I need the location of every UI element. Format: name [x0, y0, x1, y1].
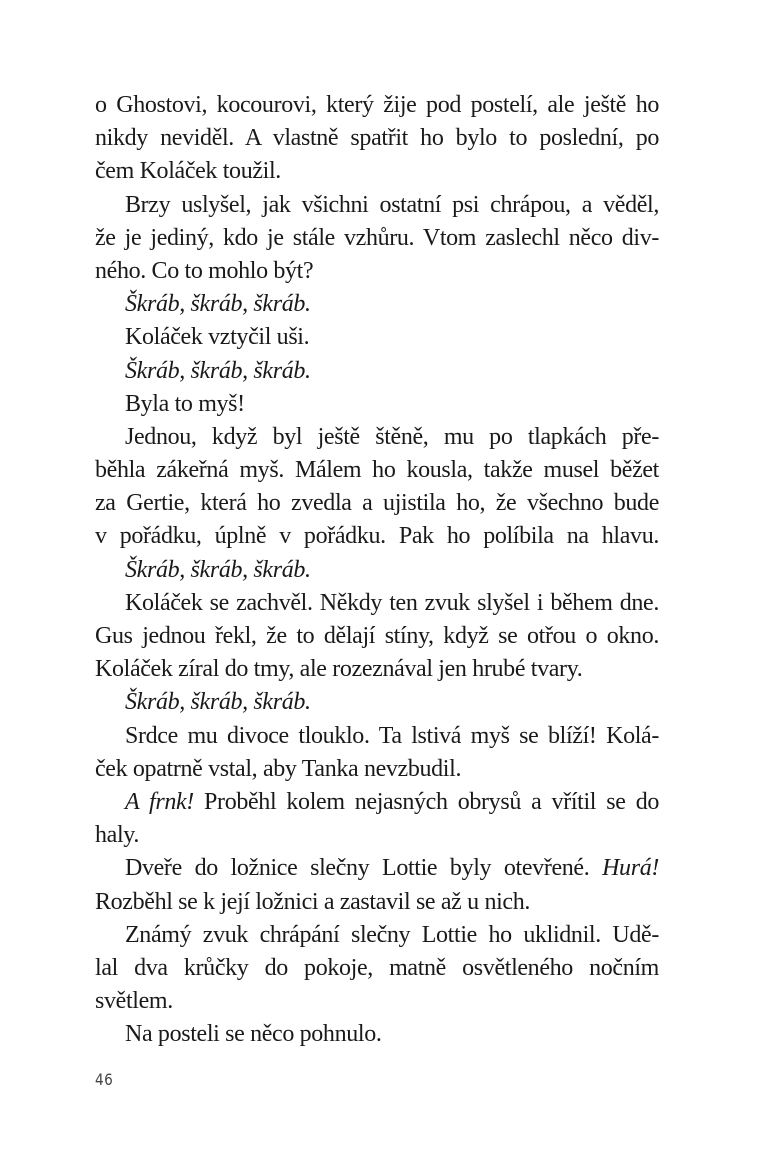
- text-span: Koláček vztyčil uši.: [125, 324, 310, 351]
- text-line: [95, 288, 659, 321]
- text-line: [95, 421, 659, 454]
- text-line: [95, 686, 659, 719]
- italic-text: Škráb, škráb, škráb.: [125, 556, 311, 583]
- text-span: lal dva krůčky do pokoje, matně osvětleného nočním: [95, 954, 659, 981]
- text-line: [95, 819, 659, 852]
- text-span: Koláček zíral do tmy, ale rozeznával jen hrubé tvary.: [95, 656, 583, 683]
- text-span: čem Koláček toužil.: [95, 158, 281, 185]
- text-line: [95, 222, 659, 255]
- text-line: [95, 753, 659, 786]
- italic-text: Hurá!: [602, 855, 659, 882]
- text-span: že je jediný, kdo je stále vzhůru. Vtom zaslechl něco div-: [95, 224, 659, 251]
- text-line: [95, 321, 659, 354]
- text-line: [95, 720, 659, 753]
- text-line: [95, 587, 659, 620]
- text-line: [95, 454, 659, 487]
- text-span: za Gertie, která ho zvedla a ujistila ho, že všechno bude: [95, 490, 659, 517]
- text-span: o Ghostovi, kocourovi, který žije pod postelí, ale ještě ho: [95, 92, 659, 118]
- text-span: Koláček se zachvěl. Někdy ten zvuk slyšel i během dne.: [125, 589, 659, 616]
- text-line: [95, 155, 659, 188]
- text-line: [95, 520, 659, 553]
- text-span: Gus jednou řekl, že to dělají stíny, když se otřou o okno.: [95, 623, 659, 649]
- book-page-text: [95, 89, 659, 1051]
- text-line: [95, 355, 659, 388]
- text-line: [95, 89, 659, 122]
- text-line: [95, 189, 659, 222]
- text-span: Srdce mu divoce tlouklo. Ta lstivá myš se blíží! Kolá-: [125, 722, 659, 749]
- italic-text: Škráb, škráb, škráb.: [125, 291, 311, 318]
- text-span: nikdy neviděl. A vlastně spatřit ho bylo to poslední, po: [95, 125, 659, 152]
- text-span: Proběhl kolem nejasných obrysů a vřítil se do: [193, 788, 659, 815]
- text-span: Rozběhl se k její ložnici a zastavil se až u nich.: [95, 888, 531, 915]
- text-span: haly.: [95, 822, 140, 849]
- page-number: 46: [95, 1070, 114, 1089]
- text-line: [95, 852, 659, 885]
- text-span: Dveře do ložnice slečny Lottie byly otevřené.: [125, 855, 603, 882]
- italic-text: Škráb, škráb, škráb.: [125, 357, 311, 384]
- text-line: [95, 886, 659, 919]
- text-span: Na posteli se něco pohnulo.: [125, 1021, 382, 1048]
- text-span: Známý zvuk chrápání slečny Lottie ho uklidnil. Udě-: [125, 921, 659, 948]
- text-line: [95, 487, 659, 520]
- text-line: [95, 653, 659, 686]
- text-line: [95, 1018, 659, 1051]
- text-line: [95, 786, 659, 819]
- text-span: ného. Co to mohlo být?: [95, 257, 314, 284]
- text-span: Brzy uslyšel, jak všichni ostatní psi chrápou, a věděl,: [125, 191, 659, 218]
- text-span: Jednou, když byl ještě štěně, mu po tlapkách pře-: [125, 423, 659, 450]
- text-line: [95, 919, 659, 952]
- text-span: ček opatrně vstal, aby Tanka nevzbudil.: [95, 755, 462, 782]
- italic-text: Škráb, škráb, škráb.: [125, 689, 311, 716]
- text-line: [95, 554, 659, 587]
- text-line: [95, 985, 659, 1018]
- text-span: v pořádku, úplně v pořádku. Pak ho políbila na hlavu.: [95, 523, 659, 550]
- text-span: Byla to myš!: [125, 390, 245, 417]
- text-line: [95, 122, 659, 155]
- text-line: [95, 952, 659, 985]
- text-line: [95, 388, 659, 421]
- text-line: [95, 620, 659, 653]
- text-span: světlem.: [95, 988, 173, 1015]
- text-span: běhla zákeřná myš. Málem ho kousla, takže musel běžet: [95, 457, 659, 484]
- text-line: [95, 255, 659, 288]
- italic-text: A frnk!: [125, 788, 194, 815]
